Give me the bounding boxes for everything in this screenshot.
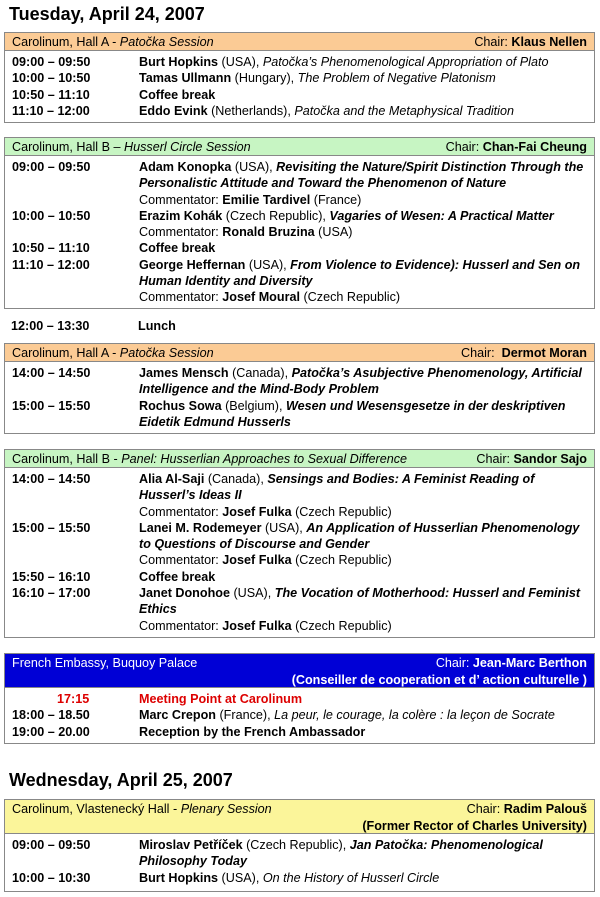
lunch-text: Lunch (138, 319, 176, 333)
talk-title: Patočka’s Asubjective Phenomenology, Artificial Intelligence and the Mind-Body Problem (139, 366, 582, 397)
talk-title: The Problem of Negative Platonism (297, 71, 496, 86)
session-block-husserl-circle (4, 137, 595, 309)
speaker: Burt Hopkins (139, 870, 219, 885)
speaker-origin: (Canada), (204, 472, 268, 486)
commentator: Emilie Tardivel (222, 192, 311, 207)
talk-title: Vagaries of Wesen: A Practical Matter (329, 208, 554, 223)
schedule-row (5, 87, 594, 103)
time-slot: 09:00 – 09:50 (12, 838, 91, 852)
chair-name: Dermot Moran (501, 346, 587, 360)
speaker-origin: (USA), (218, 870, 263, 885)
chair-name: Klaus Nellen (511, 35, 587, 49)
speaker-origin: (Czech Republic), (242, 838, 350, 852)
speaker: Eddo Evink (139, 103, 208, 118)
lunch-row (4, 318, 595, 334)
session-block-french-embassy (4, 653, 595, 744)
session-name: Husserl Circle Session (124, 140, 251, 154)
chair-label: Chair: (466, 802, 504, 816)
break-text: Coffee break (139, 87, 216, 102)
talk-title: Sensings and Bodies: A Feminist Reading of Husserl’s Ideas II (139, 472, 535, 503)
session-name: Panel: Husserlian Approaches to Sexual Difference (121, 452, 408, 466)
chair-subtitle: (Conseiller de cooperation et d’ action culturelle ) (291, 673, 587, 687)
time-slot: 10:00 – 10:30 (12, 870, 91, 885)
time-slot: 15:00 – 15:50 (12, 520, 91, 535)
schedule-row (5, 257, 594, 306)
commentator-origin: (Czech Republic) (299, 290, 401, 305)
time-slot: 10:50 – 11:10 (12, 241, 90, 256)
speaker: Erazim Kohák (139, 208, 223, 223)
time-slot: 10:50 – 11:10 (12, 87, 90, 102)
time-slot: 14:00 – 14:50 (12, 366, 91, 380)
time-slot: 11:10 – 12:00 (12, 257, 90, 272)
session-block-panel (4, 449, 595, 638)
chair-label: Chair: (476, 452, 514, 466)
session-block-plenary (4, 799, 595, 892)
talk-title: Wesen und Wesensgesetze in der deskriptiven Eidetik Edmund Husserls (139, 398, 566, 429)
speaker-origin: (Belgium), (221, 398, 286, 413)
schedule-row (5, 691, 594, 707)
time-slot: 11:10 – 12:00 (12, 103, 90, 118)
speaker-origin: (USA), (231, 160, 277, 174)
speaker: Marc Crepon (139, 708, 216, 723)
commentator-label: Commentator: (139, 504, 223, 519)
commentator-label: Commentator: (139, 192, 223, 207)
schedule-row (5, 837, 594, 870)
schedule-row (5, 585, 594, 634)
venue: Carolinum, Hall B – (12, 140, 124, 154)
schedule-row (5, 103, 594, 119)
schedule-row (5, 707, 594, 723)
chair-subtitle: (Former Rector of Charles University) (362, 819, 587, 833)
speaker: Lanei M. Rodemeyer (139, 520, 262, 535)
session-header (5, 800, 594, 834)
day-title: Wednesday, April 25, 2007 (9, 770, 233, 790)
commentator: Josef Fulka (222, 553, 292, 568)
speaker-origin: (France), (215, 708, 275, 723)
session-header (5, 33, 594, 51)
session-header (5, 450, 594, 468)
time-slot: 15:00 – 15:50 (12, 398, 91, 413)
speaker: Miroslav Petříček (139, 838, 243, 852)
schedule-row (5, 471, 594, 520)
speaker: Burt Hopkins (139, 55, 219, 69)
meeting-point-text: Meeting Point at Carolinum (139, 692, 303, 706)
commentator-label: Commentator: (139, 290, 223, 305)
time-slot: 14:00 – 14:50 (12, 472, 91, 486)
commentator-label: Commentator: (139, 618, 223, 633)
talk-title: The Vocation of Motherhood: Husserl and Feminist Ethics (139, 586, 581, 617)
schedule-row (5, 724, 594, 740)
chair-name: Radim Palouš (503, 802, 587, 816)
chair-label: Chair: (461, 346, 502, 360)
schedule-row (5, 208, 594, 241)
event-text: Reception by the French Ambassador (139, 724, 366, 739)
session-block-hall-a-afternoon (4, 343, 595, 434)
time-slot: 15:50 – 16:10 (12, 569, 91, 584)
commentator: Josef Moural (222, 290, 300, 305)
commentator-origin: (Czech Republic) (291, 618, 392, 633)
venue: Carolinum, Vlastenecký Hall - (12, 802, 181, 816)
speaker: Adam Konopka (139, 160, 232, 174)
time-slot: 12:00 – 13:30 (11, 319, 90, 333)
speaker: James Mensch (139, 366, 229, 380)
break-text: Coffee break (139, 241, 216, 256)
talk-title: La peur, le courage, la colère : la leçon de Socrate (274, 708, 555, 723)
time-slot: 10:00 – 10:50 (12, 71, 91, 86)
schedule-row (5, 398, 594, 431)
talk-title: Patočka’s Phenomenological Appropriation of Plato (262, 55, 549, 69)
commentator-origin: (France) (310, 192, 362, 207)
speaker-origin: (Netherlands), (207, 103, 295, 118)
chair-name: Chan-Fai Cheung (482, 140, 587, 154)
talk-title: From Violence to Evidence): Husserl and Sen on Human Identity and Diversity (139, 257, 581, 289)
speaker: Janet Donohoe (139, 586, 230, 601)
chair-label: Chair: (445, 140, 483, 154)
commentator: Josef Fulka (222, 618, 292, 633)
schedule-row (5, 870, 594, 886)
schedule-row (5, 240, 594, 256)
session-header (5, 138, 594, 156)
venue: Carolinum, Hall B - (12, 452, 122, 466)
schedule-row (5, 365, 594, 398)
time-slot: 09:00 – 09:50 (12, 160, 91, 174)
session-header (5, 344, 594, 362)
session-block-hall-a-morning (4, 32, 595, 123)
time-slot: 18:00 – 18.50 (12, 708, 90, 723)
session-name: Plenary Session (180, 802, 272, 816)
session-name: Patočka Session (119, 346, 214, 360)
commentator-origin: (USA) (314, 225, 353, 240)
speaker-origin: (Czech Republic), (222, 208, 330, 223)
speaker-origin: (USA), (261, 520, 307, 535)
talk-title: Jan Patočka: Phenomenological Philosophy Today (139, 838, 543, 869)
break-text: Coffee break (139, 569, 216, 584)
schedule-row (5, 520, 594, 569)
day-title: Tuesday, April 24, 2007 (9, 4, 205, 24)
chair-name: Sandor Sajo (513, 452, 587, 466)
commentator: Ronald Bruzina (222, 225, 315, 240)
schedule-row (5, 569, 594, 585)
schedule-row (5, 54, 594, 70)
commentator-label: Commentator: (139, 553, 223, 568)
talk-title: Revisiting the Nature/Spirit Distinction Through the Personalistic Attitude and Toward the Phenomenon of Nature (139, 160, 584, 191)
speaker-origin: (Canada), (228, 366, 292, 380)
speaker: Tamas Ullmann (139, 71, 232, 86)
speaker: Rochus Sowa (139, 398, 222, 413)
schedule-row (5, 159, 594, 208)
time-slot: 19:00 – 20.00 (12, 724, 90, 739)
talk-title: On the History of Husserl Circle (262, 870, 440, 885)
schedule-row (5, 70, 594, 86)
chair-name: Jean-Marc Berthon (472, 656, 587, 670)
speaker-origin: (Hungary), (231, 71, 298, 86)
talk-title: An Application of Husserlian Phenomenology to Questions of Discourse and Gender (139, 520, 580, 552)
session-header (5, 654, 594, 688)
venue: Carolinum, Hall A - (12, 35, 120, 49)
time-slot: 17:15 (57, 692, 90, 706)
time-slot: 09:00 – 09:50 (12, 55, 91, 69)
time-slot: 16:10 – 17:00 (12, 586, 91, 601)
session-name: Patočka Session (119, 35, 214, 49)
commentator-origin: (Czech Republic) (291, 553, 392, 568)
speaker-origin: (USA), (245, 257, 291, 272)
chair-label: Chair: (474, 35, 512, 49)
speaker-origin: (USA), (218, 55, 263, 69)
commentator-origin: (Czech Republic) (291, 504, 392, 519)
commentator-label: Commentator: (139, 225, 223, 240)
speaker-origin: (USA), (229, 586, 275, 601)
speaker: George Heffernan (139, 257, 246, 272)
talk-title: Patočka and the Metaphysical Tradition (294, 103, 514, 118)
chair-label: Chair: (435, 656, 473, 670)
commentator: Josef Fulka (222, 504, 292, 519)
venue: French Embassy, Buquoy Palace (12, 656, 198, 670)
time-slot: 10:00 – 10:50 (12, 208, 91, 223)
speaker: Alia Al-Saji (139, 472, 205, 486)
venue: Carolinum, Hall A - (12, 346, 120, 360)
